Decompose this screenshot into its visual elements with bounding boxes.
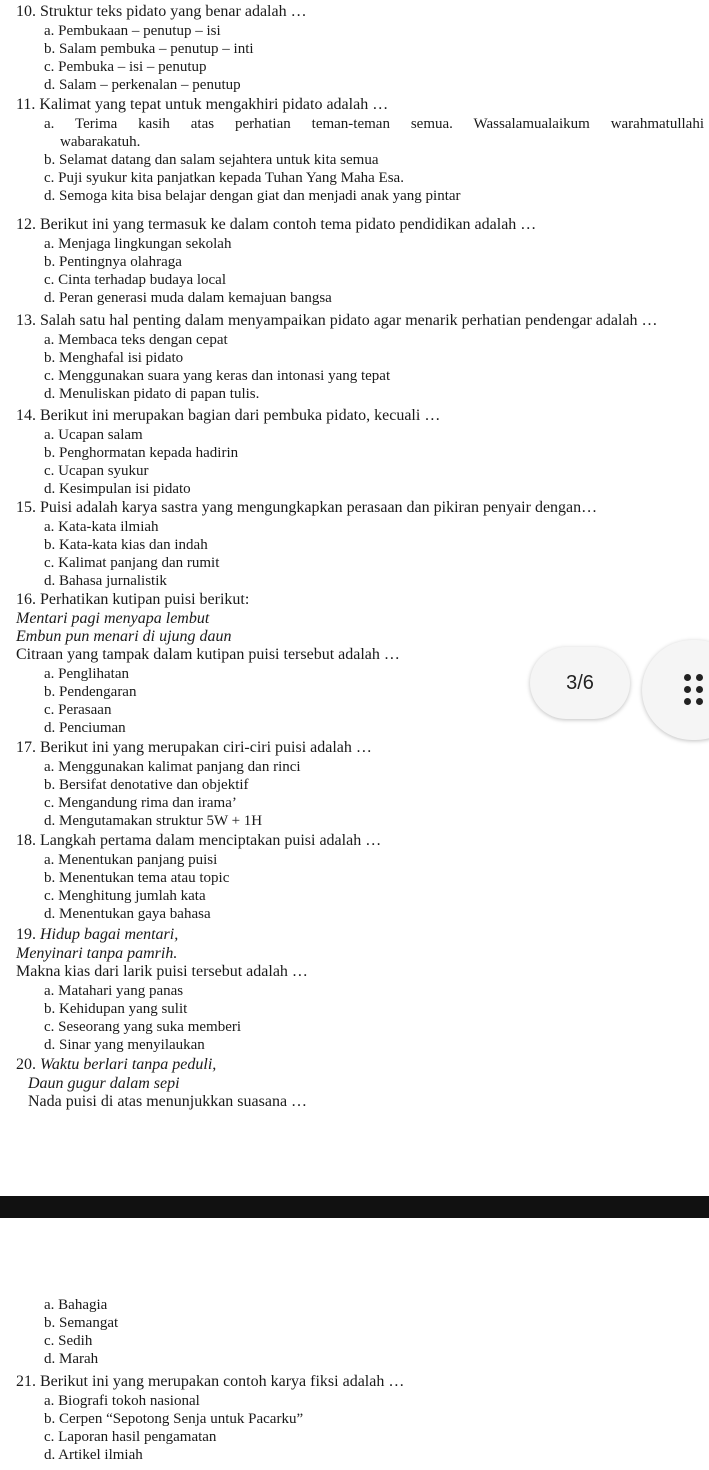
option-b: b. Salam pembuka – penutup – inti (44, 41, 254, 57)
option-c: c. Sedih (44, 1333, 93, 1349)
option-b: b. Kehidupan yang sulit (44, 1001, 188, 1017)
question-prompt: Citraan yang tampak dalam kutipan puisi tersebut adalah … (16, 646, 400, 663)
question-15 (16, 499, 701, 589)
option-d: d. Menuliskan pidato di papan tulis. (44, 386, 260, 402)
option-b: b. Semangat (44, 1315, 119, 1331)
option-c: c. Menggunakan suara yang keras dan intonasi yang tepat (44, 368, 391, 384)
question-number: 20. (16, 1056, 36, 1073)
option-d: d. Menentukan gaya bahasa (44, 906, 211, 922)
option-a: a. Menjaga lingkungan sekolah (44, 236, 232, 252)
option-a: a. Menggunakan kalimat panjang dan rinci (44, 759, 301, 775)
option-a: a. Biografi tokoh nasional (44, 1393, 200, 1409)
question-text: 12. Berikut ini yang termasuk ke dalam contoh tema pidato pendidikan adalah … (16, 216, 537, 233)
question-21 (16, 1373, 701, 1463)
question-text: 14. Berikut ini merupakan bagian dari pembuka pidato, kecuali … (16, 407, 441, 424)
option-b: b. Menghafal isi pidato (44, 350, 184, 366)
page-indicator[interactable] (530, 647, 630, 719)
option-d: d. Peran generasi muda dalam kemajuan bangsa (44, 290, 332, 306)
verse-line: Waktu berlari tanpa peduli, (40, 1056, 217, 1073)
question-text: 21. Berikut ini yang merupakan contoh karya fiksi adalah … (16, 1373, 405, 1390)
option-c: c. Laporan hasil pengamatan (44, 1429, 217, 1445)
option-d: d. Kesimpulan isi pidato (44, 481, 191, 497)
question-10 (16, 3, 701, 93)
question-13 (16, 312, 701, 402)
option-b: b. Selamat datang dan salam sejahtera untuk kita semua (44, 152, 379, 168)
option-d: d. Semoga kita bisa belajar dengan giat dan menjadi anak yang pintar (44, 188, 461, 204)
option-d: d. Sinar yang menyilaukan (44, 1037, 205, 1053)
option-a: a. Ucapan salam (44, 427, 143, 443)
option-d: d. Bahasa jurnalistik (44, 573, 167, 589)
option-a: a. Terima kasih atas perhatian teman-teman semua. Wassalamualaikum warahmatullahi (44, 116, 704, 132)
option-a-continued: wabarakatuh. (60, 134, 141, 150)
option-b: b. Bersifat denotative dan objektif (44, 777, 249, 793)
option-c: c. Ucapan syukur (44, 463, 149, 479)
question-17 (16, 739, 701, 829)
question-text: 18. Langkah pertama dalam menciptakan puisi adalah … (16, 832, 382, 849)
option-c: c. Pembuka – isi – penutup (44, 59, 207, 75)
verse-line: Daun gugur dalam sepi (28, 1075, 180, 1092)
question-text: 16. Perhatikan kutipan puisi berikut: (16, 591, 250, 608)
option-c: c. Puji syukur kita panjatkan kepada Tuhan Yang Maha Esa. (44, 170, 404, 186)
verse-line: Mentari pagi menyapa lembut (16, 610, 210, 627)
option-a: a. Matahari yang panas (44, 983, 184, 999)
option-b: b. Menentukan tema atau topic (44, 870, 230, 886)
option-c: c. Perasaan (44, 702, 112, 718)
question-text: 15. Puisi adalah karya sastra yang mengungkapkan perasaan dan pikiran penyair dengan… (16, 499, 598, 516)
question-number: 19. (16, 926, 36, 943)
question-text: 13. Salah satu hal penting dalam menyampaikan pidato agar menarik perhatian pendengar adalah … (16, 312, 658, 329)
question-11 (16, 96, 704, 204)
option-b: b. Kata-kata kias dan indah (44, 537, 208, 553)
question-18 (16, 832, 701, 922)
verse-line: Embun pun menari di ujung daun (16, 628, 232, 645)
question-prompt: Nada puisi di atas menunjukkan suasana … (28, 1093, 308, 1110)
question-20 (16, 1056, 701, 1110)
page-separator-bar (0, 1196, 709, 1218)
option-c: c. Mengandung rima dan irama’ (44, 795, 237, 811)
option-d: d. Marah (44, 1351, 99, 1367)
option-a: a. Membaca teks dengan cepat (44, 332, 228, 348)
option-d: d. Salam – perkenalan – penutup (44, 77, 241, 93)
option-b: b. Penghormatan kepada hadirin (44, 445, 239, 461)
option-c: c. Cinta terhadap budaya local (44, 272, 227, 288)
question-12 (16, 216, 701, 306)
question-text: 17. Berikut ini yang merupakan ciri-ciri puisi adalah … (16, 739, 372, 756)
question-19 (16, 926, 701, 1053)
option-d: d. Mengutamakan struktur 5W + 1H (44, 813, 263, 829)
page-indicator-label: 3/6 (566, 671, 594, 694)
option-a: a. Pembukaan – penutup – isi (44, 23, 221, 39)
option-c: c. Seseorang yang suka memberi (44, 1019, 242, 1035)
option-a: a. Penglihatan (44, 666, 129, 682)
option-b: b. Cerpen “Sepotong Senja untuk Pacarku” (44, 1411, 304, 1427)
verse-line: Hidup bagai mentari, (40, 926, 179, 943)
option-c: c. Kalimat panjang dan rumit (44, 555, 220, 571)
verse-line: Menyinari tanpa pamrih. (16, 945, 178, 962)
option-d: d. Artikel ilmiah (44, 1447, 143, 1463)
option-c: c. Menghitung jumlah kata (44, 888, 206, 904)
option-b: b. Pentingnya olahraga (44, 254, 182, 270)
option-d: d. Penciuman (44, 720, 126, 736)
option-a: a. Kata-kata ilmiah (44, 519, 159, 535)
question-text: 10. Struktur teks pidato yang benar adalah … (16, 3, 307, 20)
option-a: a. Menentukan panjang puisi (44, 852, 218, 868)
question-14 (16, 407, 701, 497)
option-b: b. Pendengaran (44, 684, 137, 700)
option-a: a. Bahagia (44, 1297, 108, 1313)
question-prompt: Makna kias dari larik puisi tersebut adalah … (16, 963, 308, 980)
question-text: 11. Kalimat yang tepat untuk mengakhiri pidato adalah … (16, 96, 389, 113)
